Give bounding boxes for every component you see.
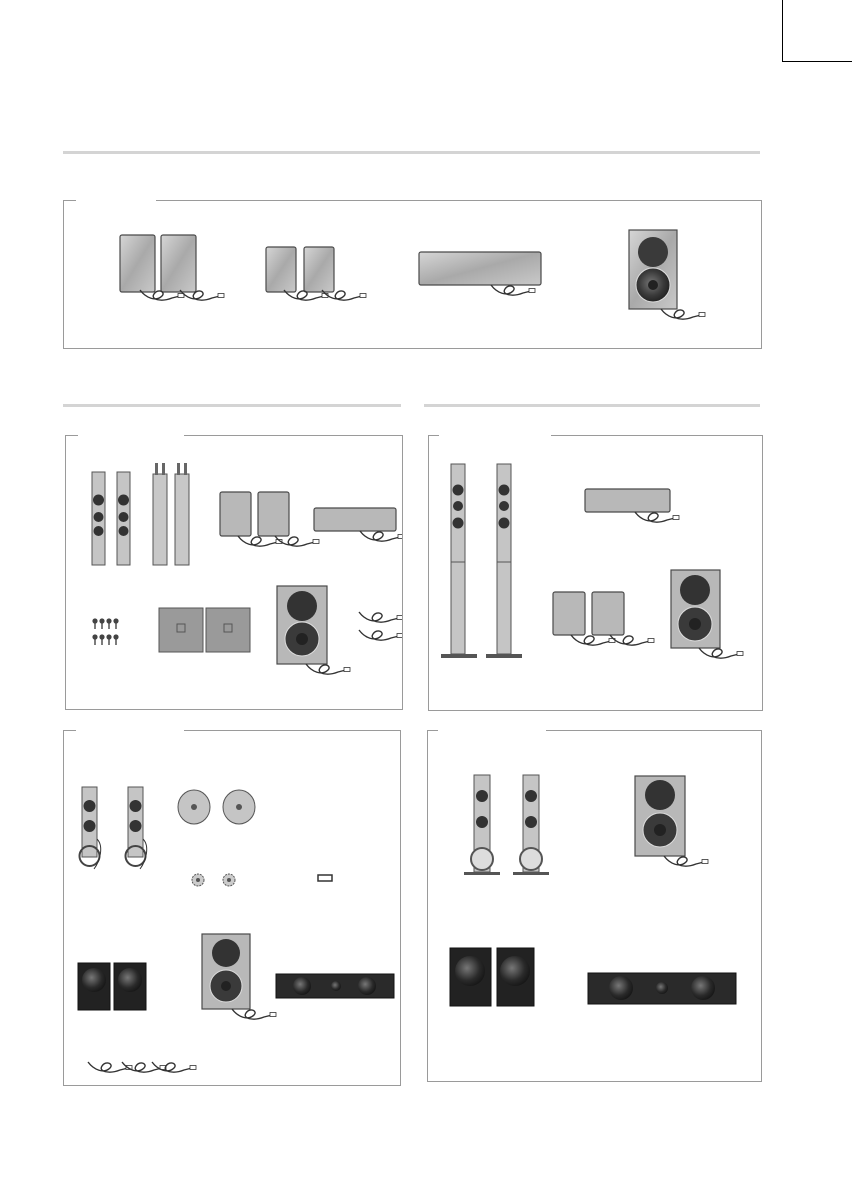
crop-mark-horizontal (783, 61, 852, 62)
floor-speaker-kit-icon (429, 436, 762, 710)
package-panel-bottom-right (427, 730, 762, 1082)
package-panel-mid-right (428, 435, 763, 711)
package-panel-bottom-left (63, 730, 401, 1086)
section-rule-top (63, 151, 760, 154)
section-rule-mid-left (63, 404, 401, 407)
section-rule-mid-right (424, 404, 760, 407)
premium-speaker-kit-icon (428, 731, 761, 1081)
crop-mark-vertical (782, 0, 783, 62)
package-panel-top (63, 200, 762, 349)
round-stand-kit-icon (64, 731, 400, 1085)
package-panel-mid-left (65, 435, 403, 710)
front-speaker-pair-icon (64, 201, 761, 348)
tall-speaker-kit-icon (66, 436, 402, 709)
